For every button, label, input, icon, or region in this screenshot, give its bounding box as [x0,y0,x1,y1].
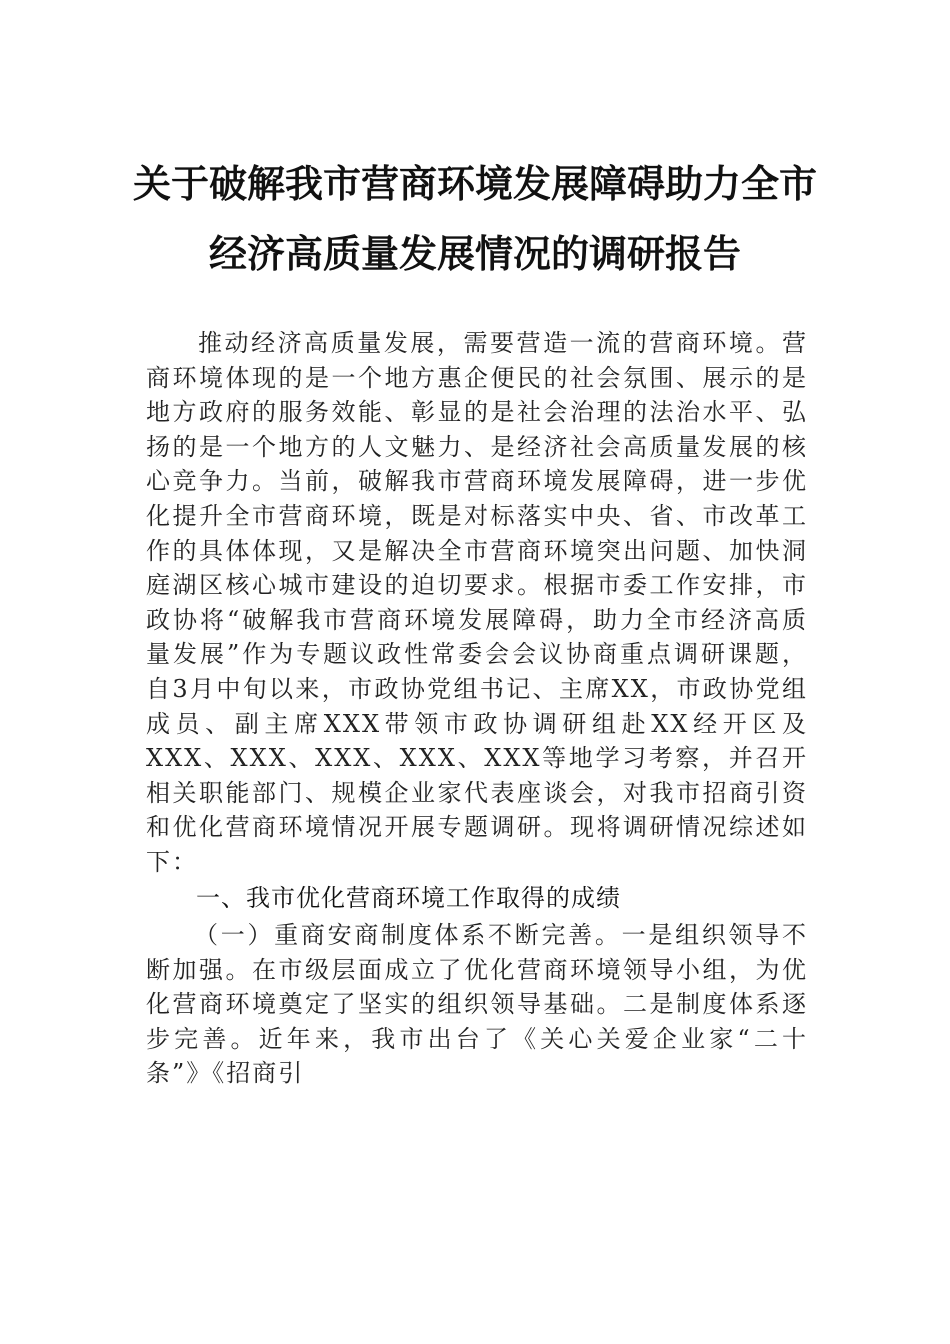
document-title-line-2: 经济高质量发展情况的调研报告 [208,231,741,276]
intro-paragraph: 推动经济高质量发展，需要营造一流的营商环境。营商环境体现的是一个地方惠企便民的社会氛围、展示的是地方政府的服务效能、彰显的是社会治理的法治水平、弘扬的是一个地方的人文魅力、是经济社会高质量发展的核心竞争力。当前，破解我市营商环境发展障碍，进一步优化提升全市营商环境，既是对标落实中央、省、市改革工作的具体体现，又是解决全市营商环境突出问题、加快洞庭湖区核心城市建设的迫切要求。根据市委工作安排，市政协将“破解我市营商环境发展障碍，助力全市经济高质量发展”作为专题议政性常委会会议协商重点调研课题，自3月中旬以来，市政协党组书记、主席XX，市政协党组成员、副主席XXX带领市政协调研组赴XX经开区及XXX、XXX、XXX、XXX、XXX等地学习考察，并召开相关职能部门、规模企业家代表座谈会，对我市招商引资和优化营商环境情况开展专题调研。现将调研情况综述如下： [146,329,808,876]
section-1-paragraph-1: （一）重商安商制度体系不断完善。一是组织领导不断加强。在市级层面成立了优化营商环境领导小组，为优化营商环境奠定了坚实的组织领导基础。二是制度体系逐步完善。近年来，我市出台了《关心关爱企业家“二十条”》《招商引 [146,921,808,1088]
section-heading-1: 一、我市优化营商环境工作取得的成绩 [196,884,621,912]
document-title-line-1: 关于破解我市营商环境发展障碍助力全市 [132,161,817,206]
